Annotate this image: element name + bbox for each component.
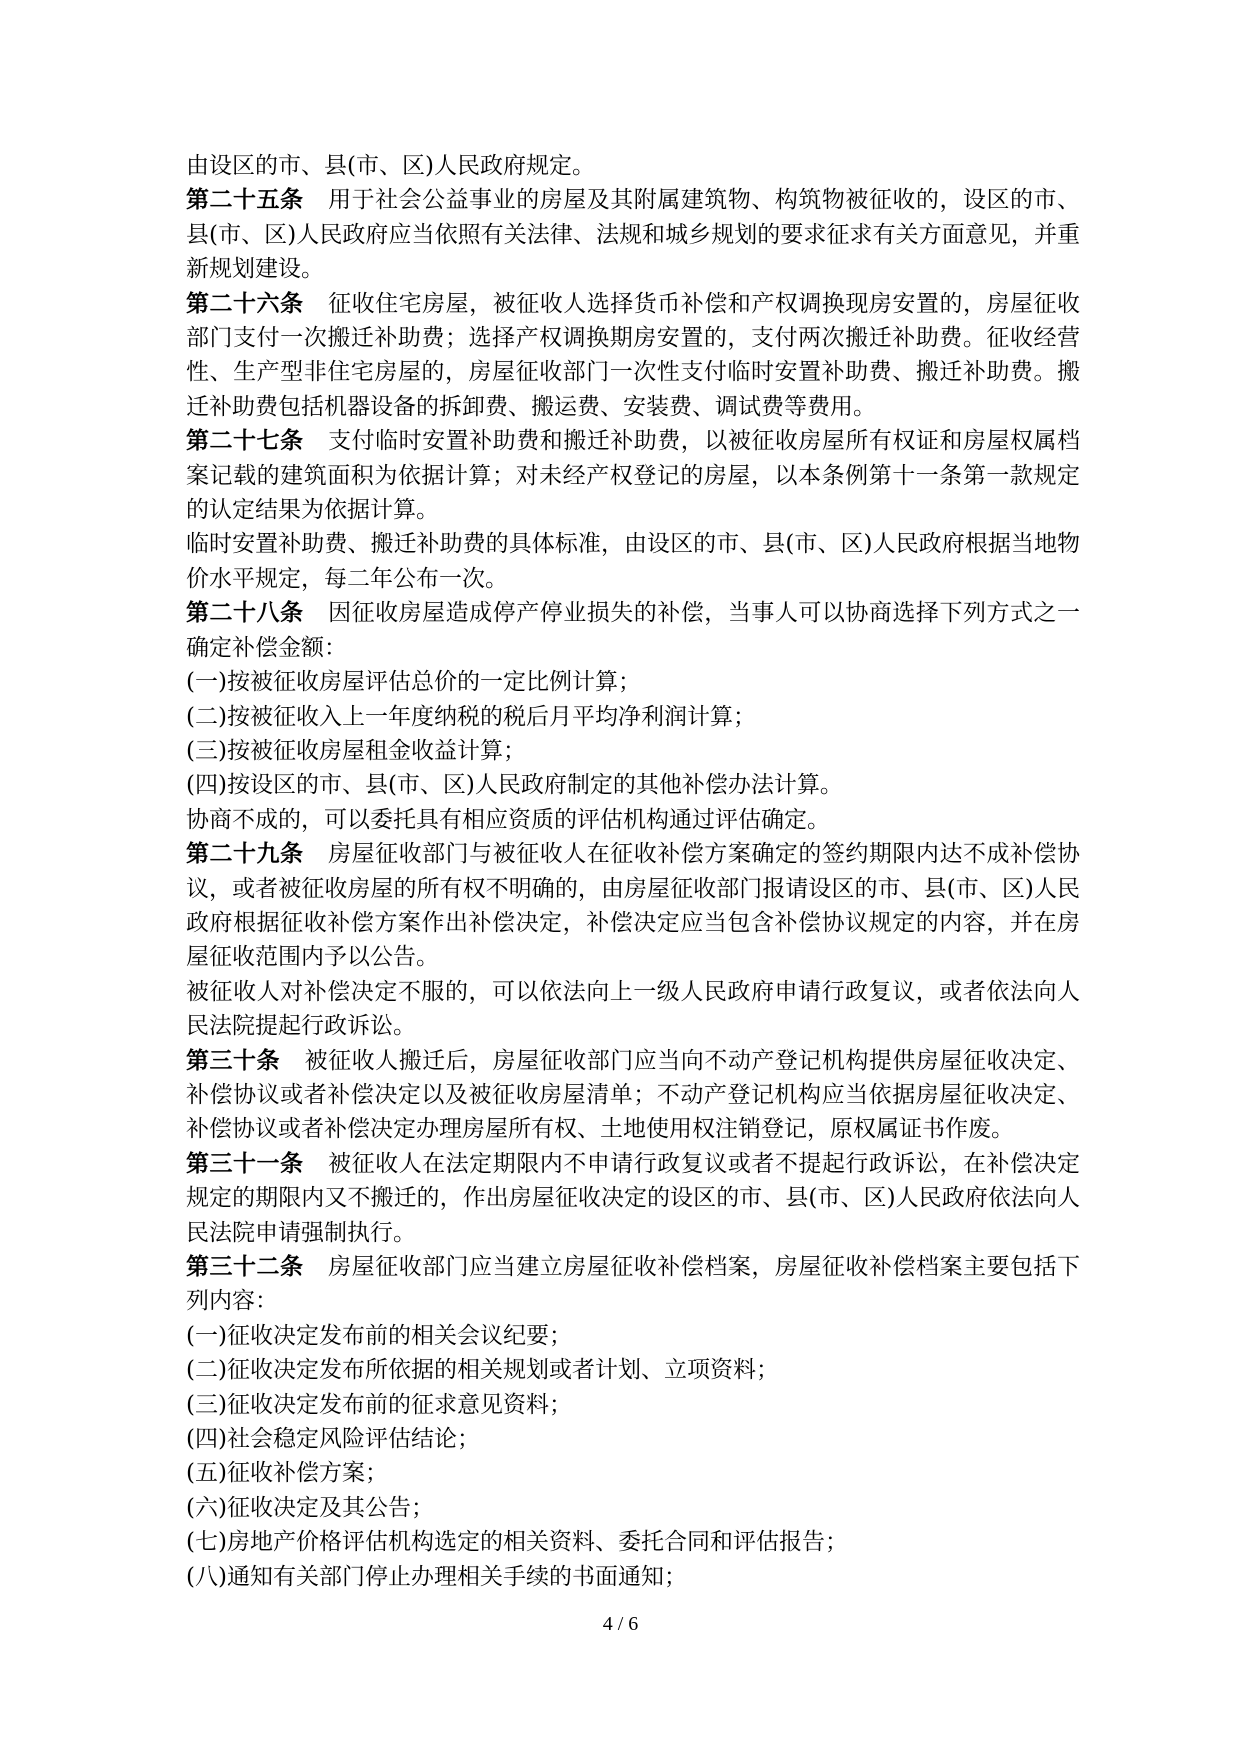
paragraph	[186, 1353, 1080, 1387]
paragraph-text: 征收住宅房屋，被征收人选择货币补偿和产权调换现房安置的，房屋征收部门支付一次搬迁补助费；选择产权调换期房安置的，支付两次搬迁补助费。征收经营性、生产型非住宅房屋的，房屋征收部门一次性支付临时安置补助费、搬迁补助费。搬迁补助费包括机器设备的拆卸费、搬运费、安装费、调试费等费用。	[186, 290, 1081, 420]
paragraph-text: 因征收房屋造成停产停业损失的补偿，当事人可以协商选择下列方式之一确定补偿金额：	[186, 600, 1081, 661]
paragraph	[186, 665, 1080, 699]
paragraph-text: (七)房地产价格评估机构选定的相关资料、委托合同和评估报告；	[186, 1529, 848, 1556]
paragraph	[186, 1525, 1080, 1559]
article-paragraph	[186, 596, 1080, 665]
paragraph-text: 被征收人搬迁后，房屋征收部门应当向不动产登记机构提供房屋征收决定、补偿协议或者补偿决定以及被征收房屋清单；不动产登记机构应当依据房屋征收决定、补偿协议或者补偿决定办理房屋所有权、土地使用权注销登记，原权属证书作废。	[186, 1047, 1081, 1143]
paragraph-text: 协商不成的，可以委托具有相应资质的评估机构通过评估确定。	[186, 806, 830, 833]
paragraph	[186, 1560, 1080, 1594]
paragraph	[186, 149, 1080, 183]
paragraph-text: 被征收人在法定期限内不申请行政复议或者不提起行政诉讼，在补偿决定规定的期限内又不搬迁的，作出房屋征收决定的设区的市、县(市、区)人民政府依法向人民法院申请强制执行。	[186, 1150, 1081, 1246]
paragraph-text: (二)按被征收入上一年度纳税的税后月平均净利润计算；	[186, 703, 756, 730]
paragraph-text: 被征收人对补偿决定不服的，可以依法向上一级人民政府申请行政复议，或者依法向人民法院提起行政诉讼。	[186, 978, 1080, 1040]
paragraph	[186, 1491, 1080, 1525]
paragraph-text: (一)征收决定发布前的相关会议纪要；	[186, 1322, 572, 1349]
article-paragraph	[186, 424, 1080, 527]
paragraph	[186, 734, 1080, 768]
paragraph	[186, 527, 1080, 596]
paragraph-text: (四)社会稳定风险评估结论；	[186, 1426, 480, 1453]
page-number: 4 / 6	[602, 1613, 639, 1635]
article-paragraph	[186, 1044, 1080, 1147]
article-paragraph	[186, 287, 1080, 425]
paragraph-text: (八)通知有关部门停止办理相关手续的书面通知；	[186, 1563, 687, 1590]
paragraph	[186, 768, 1080, 802]
paragraph-text: 由设区的市、县(市、区)人民政府规定。	[186, 153, 595, 179]
paragraph-text: 临时安置补助费、搬迁补助费的具体标准，由设区的市、县(市、区)人民政府根据当地物价水平规定，每二年公布一次。	[186, 531, 1080, 592]
article-heading: 第二十九条	[186, 841, 304, 868]
article-paragraph	[186, 837, 1080, 975]
paragraph-text: (五)征收补偿方案；	[186, 1460, 388, 1487]
paragraph	[186, 1388, 1080, 1422]
paragraph	[186, 1319, 1080, 1353]
paragraph	[186, 803, 1080, 837]
paragraph-text: (四)按设区的市、县(市、区)人民政府制定的其他补偿办法计算。	[186, 772, 843, 799]
article-heading: 第三十条	[186, 1047, 281, 1074]
article-heading: 第二十五条	[186, 187, 304, 214]
article-heading: 第二十六条	[186, 290, 304, 317]
article-heading: 第二十七条	[186, 428, 304, 455]
article-heading: 第二十八条	[186, 600, 304, 627]
paragraph-text: 支付临时安置补助费和搬迁补助费，以被征收房屋所有权证和房屋权属档案记载的建筑面积为依据计算；对未经产权登记的房屋，以本条例第十一条第一款规定的认定结果为依据计算。	[186, 428, 1081, 524]
paragraph	[186, 975, 1080, 1044]
paragraph	[186, 700, 1080, 734]
paragraph-text: 房屋征收部门与被征收人在征收补偿方案确定的签约期限内达不成补偿协议，或者被征收房屋的所有权不明确的，由房屋征收部门报请设区的市、县(市、区)人民政府根据征收补偿方案作出补偿决定，补偿决定应当包含补偿协议规定的内容，并在房屋征收范围内予以公告。	[186, 841, 1081, 971]
paragraph	[186, 1456, 1080, 1490]
article-paragraph	[186, 1147, 1080, 1250]
article-heading: 第三十一条	[186, 1150, 304, 1177]
paragraph-text: (二)征收决定发布所依据的相关规划或者计划、立项资料；	[186, 1357, 779, 1384]
paragraph-text: 用于社会公益事业的房屋及其附属建筑物、构筑物被征收的，设区的市、县(市、区)人民政府应当依照有关法律、法规和城乡规划的要求征求有关方面意见，并重新规划建设。	[186, 187, 1081, 283]
paragraph-text: (六)征收决定及其公告；	[186, 1494, 434, 1521]
paragraph	[186, 1422, 1080, 1456]
paragraph-text: (一)按被征收房屋评估总价的一定比例计算；	[186, 669, 641, 696]
article-paragraph	[186, 183, 1080, 286]
article-heading: 第三十二条	[186, 1254, 304, 1280]
document-body	[186, 149, 1080, 1594]
paragraph-text: 房屋征收部门应当建立房屋征收补偿档案，房屋征收补偿档案主要包括下列内容：	[186, 1254, 1081, 1315]
paragraph-text: (三)征收决定发布前的征求意见资料；	[186, 1391, 572, 1418]
article-paragraph	[186, 1250, 1080, 1319]
paragraph-text: (三)按被征收房屋租金收益计算；	[186, 737, 526, 764]
